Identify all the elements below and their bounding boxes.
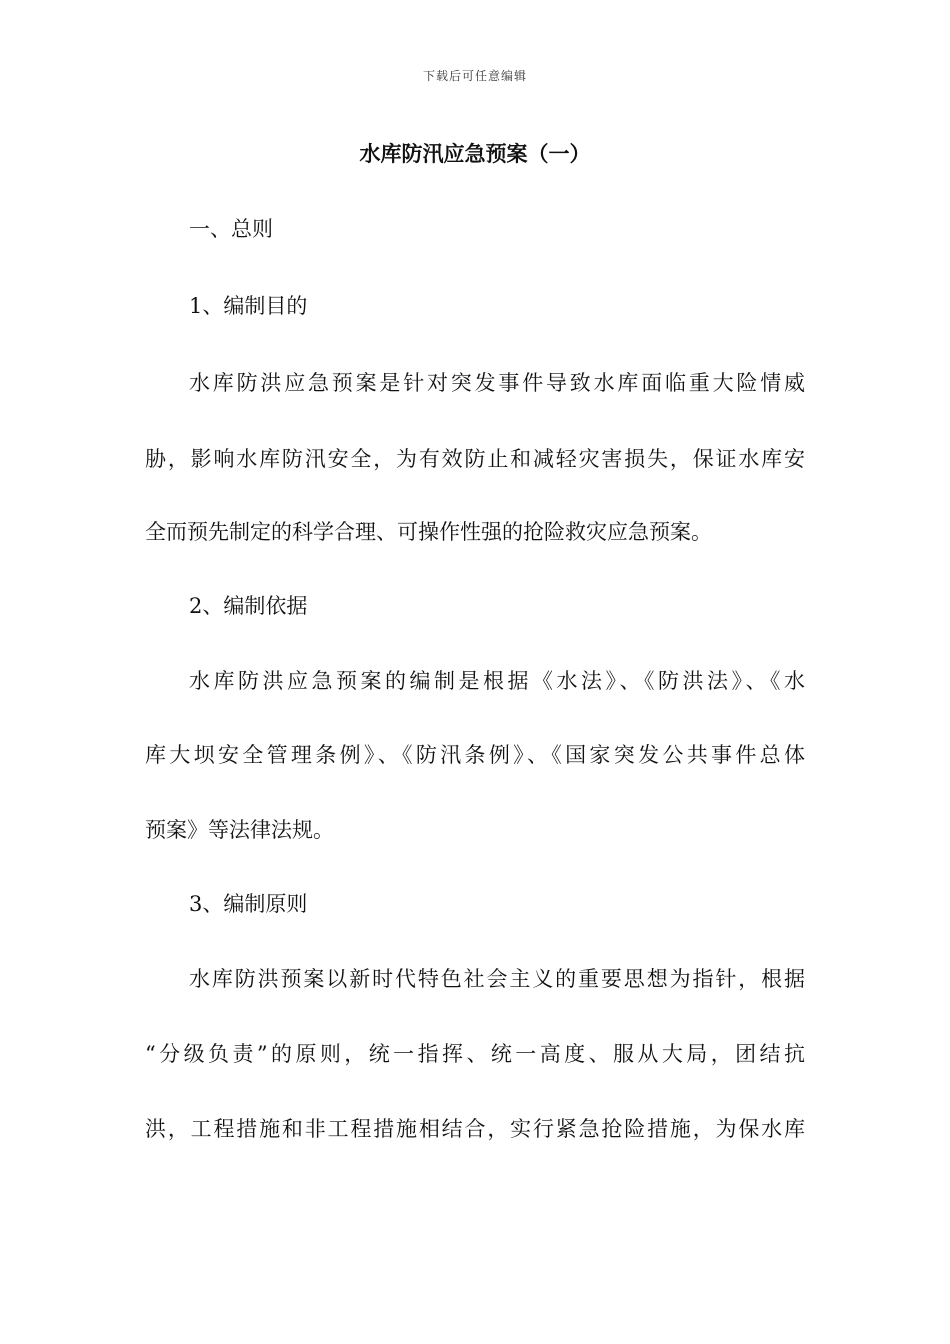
paragraph-line: 水库防洪预案以新时代特色社会主义的重要思想为指针，根据 bbox=[189, 967, 805, 991]
paragraph-line: “分级负责”的原则，统一指挥、统一高度、服从大局，团结抗 bbox=[145, 1042, 805, 1066]
paragraph-line: 水库防洪应急预案的编制是根据《水法》、《防洪法》、《水 bbox=[189, 669, 805, 693]
document-title: 水库防汛应急预案（一） bbox=[359, 141, 591, 166]
paragraph-line: 胁，影响水库防汛安全，为有效防止和减轻灾害损失，保证水库安 bbox=[145, 447, 805, 471]
subheading-purpose: 1、编制目的 bbox=[189, 294, 308, 318]
subheading-basis: 2、编制依据 bbox=[189, 594, 308, 618]
paragraph-line: 洪，工程措施和非工程措施相结合，实行紧急抢险措施，为保水库 bbox=[145, 1117, 805, 1141]
paragraph-line: 预案》等法律法规。 bbox=[145, 818, 334, 842]
paragraph-line: 库大坝安全管理条例》、《防汛条例》、《国家突发公共事件总体 bbox=[145, 743, 805, 767]
paragraph-line: 全而预先制定的科学合理、可操作性强的抢险救灾应急预案。 bbox=[145, 520, 712, 544]
header-note: 下载后可任意编辑 bbox=[422, 69, 527, 83]
section-heading-general: 一、总则 bbox=[189, 217, 273, 241]
subheading-principles: 3、编制原则 bbox=[189, 892, 308, 916]
paragraph-line: 水库防洪应急预案是针对突发事件导致水库面临重大险情威 bbox=[189, 371, 805, 395]
